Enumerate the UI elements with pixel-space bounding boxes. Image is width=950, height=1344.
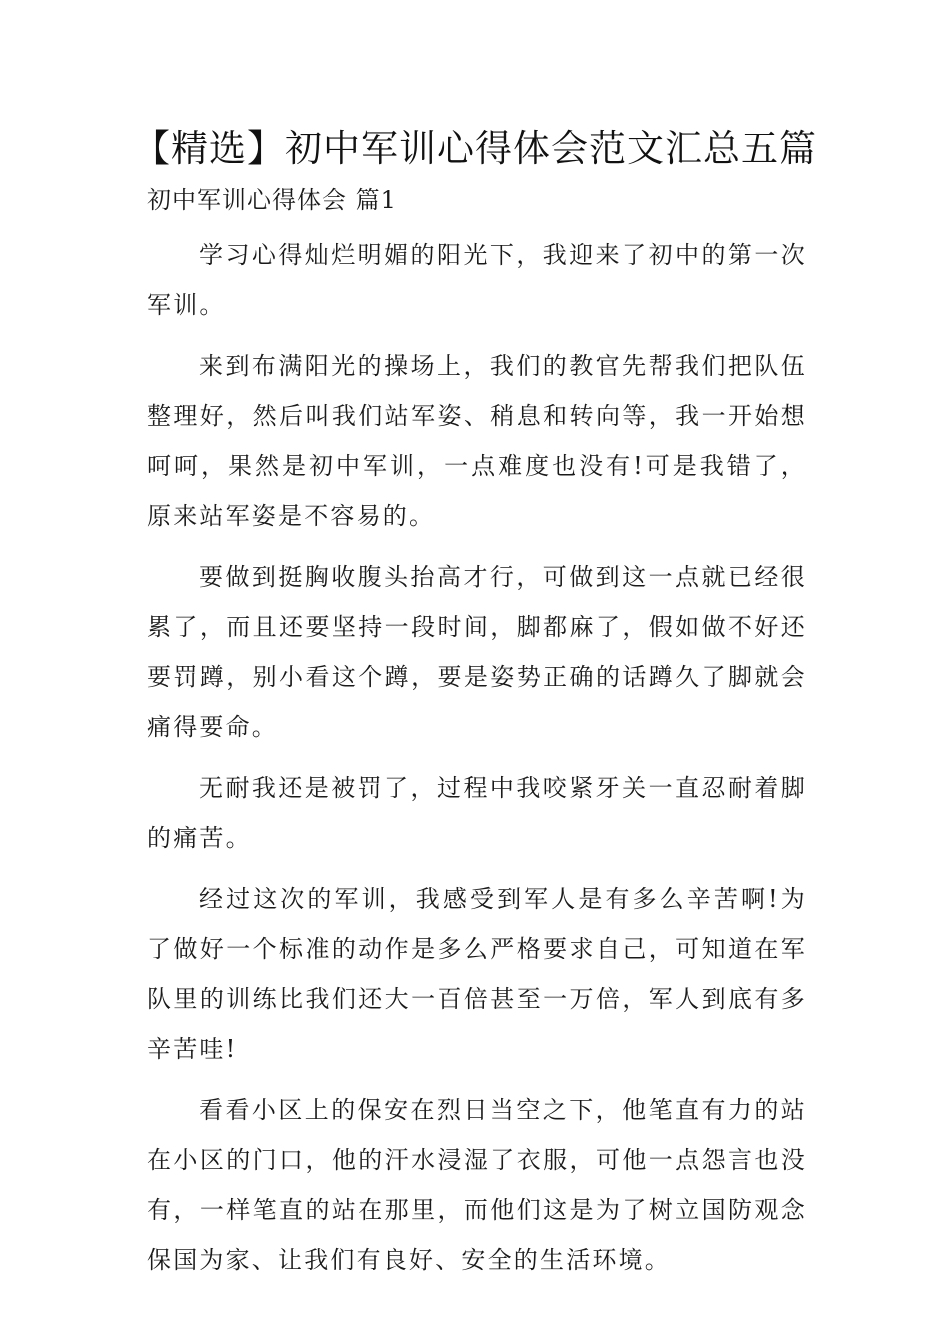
paragraph-3: 要做到挺胸收腹头抬高才行，可做到这一点就已经很累了，而且还要坚持一段时间，脚都麻了，假如做不好还要罚蹲，别小看这个蹲，要是姿势正确的话蹲久了脚就会痛得要命。 bbox=[147, 563, 807, 741]
paragraph-6: 看看小区上的保安在烈日当空之下，他笔直有力的站在小区的门口，他的汗水浸湿了衣服，可他一点怨言也没有，一样笔直的站在那里，而他们这是为了树立国防观念保国为家、让我们有良好、安全的生活环境。 bbox=[147, 1096, 807, 1274]
paragraph-2: 来到布满阳光的操场上，我们的教官先帮我们把队伍整理好，然后叫我们站军姿、稍息和转向等，我一开始想呵呵，果然是初中军训，一点难度也没有!可是我错了，原来站军姿是不容易的。 bbox=[147, 352, 807, 530]
document-title: 【精选】初中军训心得体会范文汇总五篇 bbox=[133, 127, 817, 170]
paragraph-5: 经过这次的军训，我感受到军人是有多么辛苦啊!为了做好一个标准的动作是多么严格要求自己，可知道在军队里的训练比我们还大一百倍甚至一万倍，军人到底有多辛苦哇! bbox=[147, 885, 807, 1063]
document-body bbox=[147, 230, 807, 1296]
paragraph-4: 无耐我还是被罚了，过程中我咬紧牙关一直忍耐着脚的痛苦。 bbox=[147, 774, 807, 852]
paragraph-1: 学习心得灿烂明媚的阳光下，我迎来了初中的第一次军训。 bbox=[147, 241, 807, 319]
section-heading: 初中军训心得体会 篇1 bbox=[147, 186, 397, 214]
